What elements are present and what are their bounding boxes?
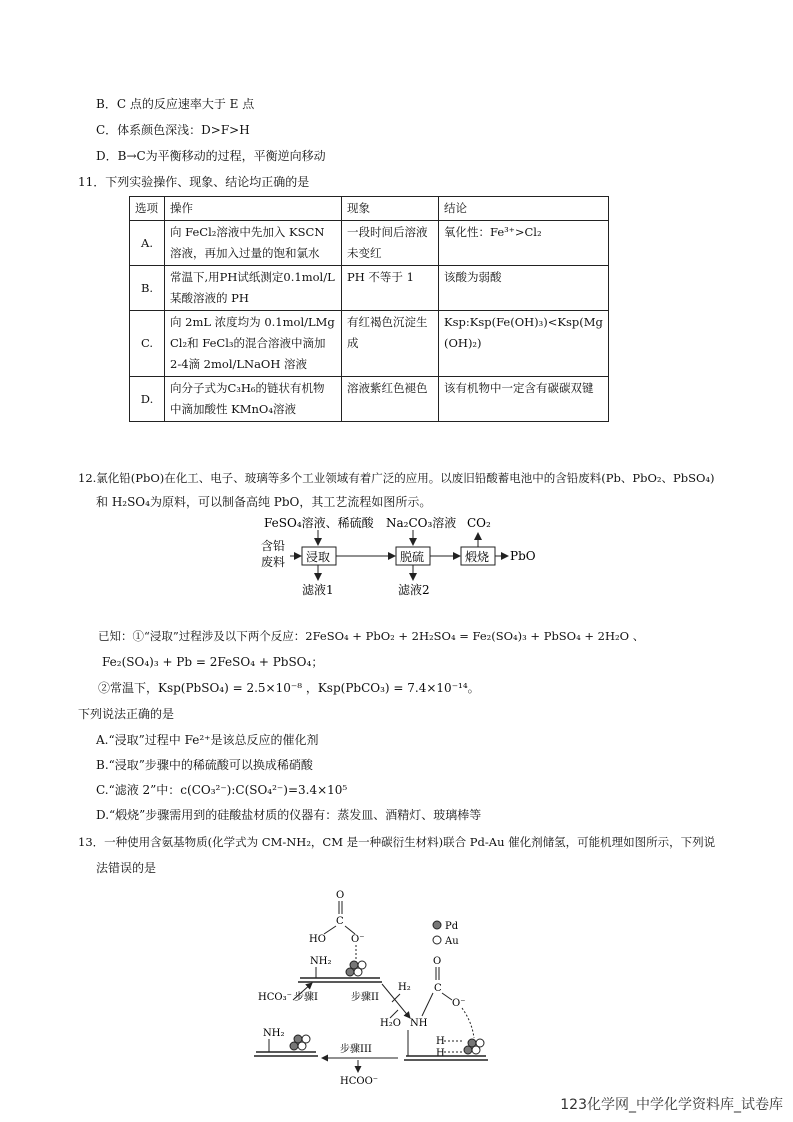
row-conclusion: 氧化性：Fe³⁺>Cl₂ (439, 221, 609, 266)
q10-option-b: B．C 点的反应速率大于 E 点 (96, 97, 255, 111)
header-operation: 操作 (165, 197, 342, 221)
label-step-2: 步骤II (351, 992, 379, 1003)
row-conclusion: 该有机物中一定含有碳碳双键 (439, 377, 609, 422)
label-hco3: HCO₃⁻ (258, 992, 292, 1003)
row-phenomenon: 一段时间后溶液未变红 (342, 221, 439, 266)
row-phenomenon: PH 不等于 1 (342, 266, 439, 311)
label-h2: H₂ (398, 982, 411, 993)
flow-waste-1: 滤液1 (302, 583, 334, 597)
table-row (130, 266, 609, 311)
process-flow-diagram (250, 512, 550, 598)
q13-stem-line2: 法错误的是 (96, 861, 157, 875)
q12-known-1: 已知：①“浸取”过程涉及以下两个反应：2FeSO₄ + PbO₂ + 2H₂SO₄ = Fe₂(SO₄)₃ + PbSO₄ + 2H₂O 、 (98, 629, 645, 643)
flow-reagent-1: FeSO₄溶液、稀硫酸 (264, 516, 374, 530)
row-option: D. (130, 377, 165, 422)
row-phenomenon: 溶液紫红色褪色 (342, 377, 439, 422)
flow-waste-2: 滤液2 (398, 583, 430, 597)
row-operation: 向 FeCl₂溶液中先加入 KSCN 溶液，再加入过量的饱和氯水 (165, 221, 342, 266)
pd-legend-icon (433, 921, 441, 929)
flow-product: PbO (510, 549, 536, 563)
table-row (130, 377, 609, 422)
label-o-right: O (433, 956, 442, 967)
label-nh2-left: NH₂ (263, 1028, 285, 1039)
row-option: C. (130, 311, 165, 377)
label-ho: HO (309, 934, 326, 945)
label-o-minus: O⁻ (351, 934, 365, 945)
label-o-minus-right: O⁻ (452, 998, 466, 1009)
footer-watermark: 123化学网_中学化学资料库_试卷库 (560, 1097, 783, 1113)
q12-stem-line1: 12.氯化铅(PbO)在化工、电子、玻璃等多个工业领域有着广泛的应用。以废旧铅酸蓄电池中的含铅废料(Pb、PbO₂、PbSO₄) (78, 471, 715, 485)
flow-input-1: 含铅 (261, 539, 286, 553)
table-header-row (130, 197, 609, 221)
label-h-2: H (436, 1048, 445, 1059)
label-o-top: O (336, 890, 345, 901)
experiment-table (129, 196, 609, 422)
q12-known-3: ②常温下，Ksp(PbSO₄) = 2.5×10⁻⁸ ，Ksp(PbCO₃) = 7.4×10⁻¹⁴。 (98, 681, 480, 695)
q12-option-a: A.“浸取”过程中 Fe²⁺是该总反应的催化剂 (96, 733, 319, 747)
q12-option-c: C.“滤液 2”中：c(CO₃²⁻):C(SO₄²⁻)=3.4×10⁵ (96, 783, 348, 797)
legend-au: Au (445, 936, 459, 947)
table-row (130, 221, 609, 266)
row-conclusion: Ksp:Ksp(Fe(OH)₃)<Ksp(Mg(OH)₂) (439, 311, 609, 377)
au-legend-icon (433, 936, 441, 944)
label-hcoo: HCOO⁻ (340, 1076, 379, 1087)
flow-step-3: 煅烧 (465, 550, 490, 564)
mechanism-diagram (250, 882, 510, 1092)
row-operation: 向分子式为C₃H₆的链状有机物中滴加酸性 KMnO₄溶液 (165, 377, 342, 422)
flow-step-2: 脱硫 (400, 550, 425, 564)
label-h2o: H₂O (380, 1018, 401, 1029)
q10-option-d: D．B→C为平衡移动的过程，平衡逆向移动 (96, 149, 326, 163)
label-c-right: C (434, 983, 442, 994)
q10-option-c: C．体系颜色深浅：D>F>H (96, 123, 250, 137)
q12-option-b: B.“浸取”步骤中的稀硫酸可以换成稀硝酸 (96, 758, 313, 772)
header-phenomenon: 现象 (342, 197, 439, 221)
table-row (130, 311, 609, 377)
label-h-1: H (436, 1036, 445, 1047)
header-option: 选项 (130, 197, 165, 221)
q12-stem-line2: 和 H₂SO₄为原料，可以制备高纯 PbO，其工艺流程如图所示。 (96, 495, 432, 509)
label-nh2-top: NH₂ (310, 956, 332, 967)
row-phenomenon: 有红褐色沉淀生成 (342, 311, 439, 377)
q12-option-d: D.“煅烧”步骤需用到的硅酸盐材质的仪器有：蒸发皿、酒精灯、玻璃棒等 (96, 808, 482, 822)
flow-step-1: 浸取 (306, 550, 331, 564)
label-nh: NH (410, 1018, 428, 1029)
row-conclusion: 该酸为弱酸 (439, 266, 609, 311)
q11-stem: 11．下列实验操作、现象、结论均正确的是 (78, 175, 310, 189)
row-operation: 常温下,用PH试纸测定0.1mol/L某酸溶液的 PH (165, 266, 342, 311)
row-option: B. (130, 266, 165, 311)
label-step-1: 步骤I (294, 992, 318, 1003)
flow-gas: CO₂ (467, 516, 491, 530)
legend-pd: Pd (445, 921, 459, 932)
label-c-top: C (336, 916, 344, 927)
row-operation: 向 2mL 浓度均为 0.1mol/LMgCl₂和 FeCl₃的混合溶液中滴加 2-4滴 2mol/LNaOH 溶液 (165, 311, 342, 377)
q12-ask: 下列说法正确的是 (78, 707, 175, 721)
q13-stem-line1: 13．一种使用含氨基物质(化学式为 CM-NH₂，CM 是一种碳衍生材料)联合 Pd-Au 催化剂储氢，可能机理如图所示，下列说 (78, 835, 716, 849)
flow-reagent-2: Na₂CO₃溶液 (386, 516, 457, 530)
row-option: A. (130, 221, 165, 266)
q12-known-2: Fe₂(SO₄)₃ + Pb = 2FeSO₄ + PbSO₄； (102, 655, 324, 669)
label-step-3: 步骤III (340, 1044, 372, 1055)
flow-input-2: 废料 (261, 555, 286, 569)
header-conclusion: 结论 (439, 197, 609, 221)
